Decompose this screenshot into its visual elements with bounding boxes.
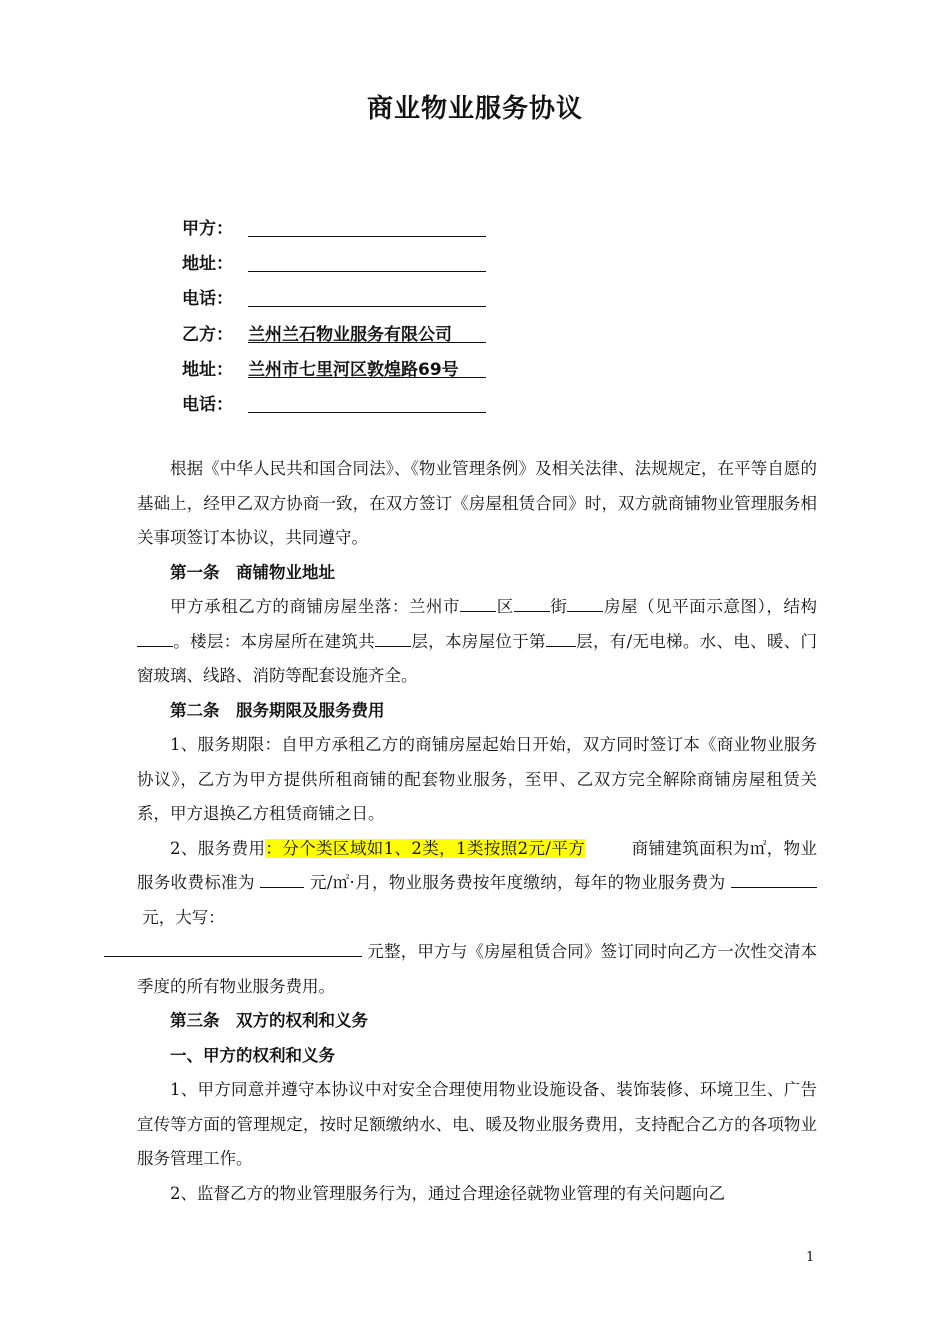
party-a-label: 甲方： <box>182 219 233 239</box>
party-a-address-field <box>248 249 486 272</box>
article-2-heading: 第二条 服务期限及服务费用 <box>170 700 385 720</box>
blank-street <box>514 593 550 612</box>
text-segment: 商铺建筑面积为㎡，物业服务收费标准为 <box>137 838 817 892</box>
text-segment: 层，本房屋位于第 <box>411 631 546 651</box>
blank-annual-fee <box>731 869 817 888</box>
party-a-name-field <box>248 214 486 237</box>
text-segment: 区 <box>496 597 514 616</box>
article-1-heading: 第一条 商铺物业地址 <box>170 562 335 582</box>
party-b-phone-label: 电话： <box>182 395 233 415</box>
party-a-phone-label: 电话： <box>182 289 233 309</box>
article-3-paragraph-2: 2、监督乙方的物业管理服务行为，通过合理途径就物业管理的有关问题向乙 <box>170 1183 725 1203</box>
article-3-heading: 第三条 双方的权利和义务 <box>170 1011 368 1030</box>
blank-house <box>567 593 603 612</box>
text-segment: 。楼层：本房屋所在建筑共 <box>173 631 376 651</box>
party-b-address-label: 地址： <box>182 360 233 380</box>
text-segment: 2、服务费用 <box>170 838 266 858</box>
party-b-phone-field <box>248 390 486 413</box>
party-a-address-label: 地址： <box>182 254 233 274</box>
intro-paragraph: 根据《中华人民共和国合同法》、《物业管理条例》及相关法律、法规规定，在平等自愿的基础上，经甲乙双方协商一致，在双方签订《房屋租赁合同》时，双方就商铺物业管理服务相关事项签订本协议，共同遵守。 <box>137 459 817 547</box>
party-b-label: 乙方： <box>182 325 233 345</box>
party-a-phone-field <box>248 284 486 307</box>
text-segment: 元/㎡·月，物业服务费按年度缴纳，每年的物业服务费为 <box>309 873 726 892</box>
article-2-fee-paragraph <box>137 832 817 1005</box>
document-title: 商业物业服务协议 <box>366 94 583 124</box>
text-segment: 元，大写： <box>142 907 225 927</box>
text-segment: 街 <box>549 597 568 616</box>
blank-amount-in-words <box>104 938 362 957</box>
blank-district <box>460 593 496 612</box>
article-3-subheading-party-a: 一、甲方的权利和义务 <box>170 1045 335 1065</box>
party-b-address-field: 兰州市七里河区敦煌路69号 <box>248 355 486 378</box>
text-segment: 元整，甲方与《房屋租赁合同》签订同时向乙方一次性交清本季度的所有物业服务费用。 <box>137 942 817 996</box>
article-1-paragraph <box>137 590 817 694</box>
party-b-name-field: 兰州兰石物业服务有限公司 <box>248 320 486 343</box>
blank-structure <box>137 628 173 647</box>
text-segment: 层，有/无电梯。水、电、暖、门窗玻璃、线路、消防等配套设施齐全。 <box>137 631 818 685</box>
contract-body <box>137 452 817 1211</box>
highlighted-note: ：分个类区域如1、2类，1类按照2元/平方 <box>265 838 586 858</box>
page-number: 1 <box>806 1250 815 1265</box>
text-segment: 甲方承租乙方的商铺房屋坐落：兰州市 <box>170 597 461 616</box>
article-2-term-paragraph: 1、服务期限：自甲方承租乙方的商铺房屋起始日开始，双方同时签订本《商业物业服务协议》，乙方为甲方提供所租商铺的配套物业服务，至甲、乙双方完全解除商铺房屋租赁关系，甲方退换乙方租赁商铺之日。 <box>137 735 817 823</box>
blank-floor <box>546 628 576 647</box>
article-3-paragraph-1: 1、甲方同意并遵守本协议中对安全合理使用物业设施设备、装饰装修、环境卫生、广告宣传等方面的管理规定，按时足额缴纳水、电、暖及物业服务费用，支持配合乙方的各项物业服务管理工作。 <box>137 1080 817 1168</box>
blank-total-floors <box>375 628 411 647</box>
blank-rate <box>260 869 304 888</box>
text-segment: 房屋（见平面示意图），结构 <box>603 597 818 616</box>
